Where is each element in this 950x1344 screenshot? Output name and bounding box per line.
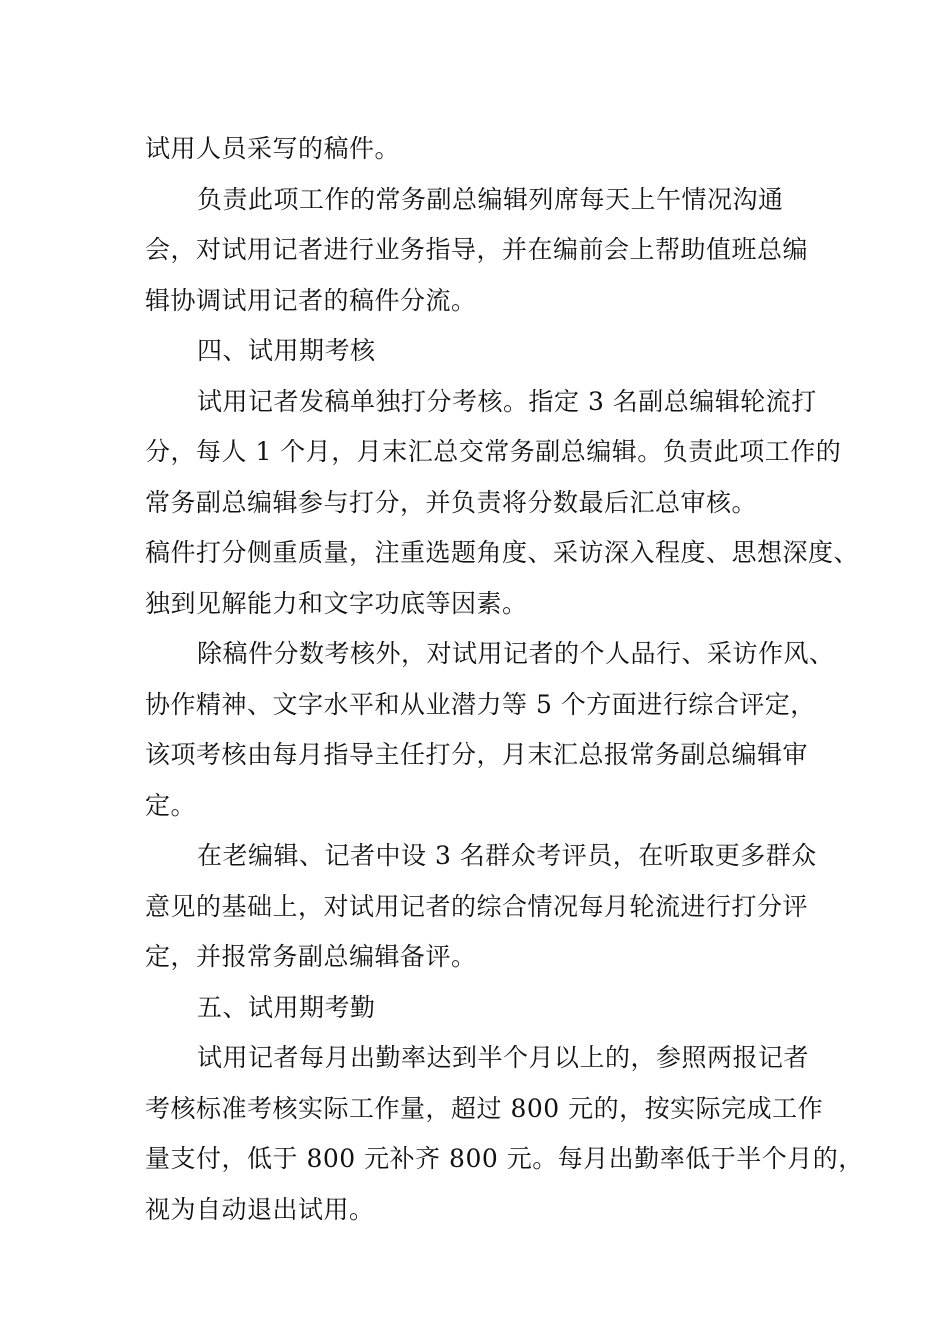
- text-line: 该项考核由每月指导主任打分，月末汇总报常务副总编辑审: [145, 740, 809, 769]
- document-body: [145, 124, 864, 1235]
- paragraph-first-line: 负责此项工作的常务副总编辑列席每天上午情况沟通: [197, 184, 784, 214]
- text-line: 考核标准考核实际工作量，超过 800 元的，按实际完成工作: [145, 1093, 824, 1123]
- text-line: 稿件打分侧重质量，注重选题角度、采访深入程度、思想深度、: [145, 538, 860, 567]
- text-line: 意见的基础上，对试用记者的综合情况每月轮流进行打分评: [145, 891, 809, 921]
- text-line: 试用人员采写的稿件。: [145, 134, 401, 163]
- text-line: 视为自动退出试用。: [145, 1194, 375, 1224]
- text-line: 会，对试用记者进行业务指导，并在编前会上帮助值班总编: [145, 235, 809, 264]
- text-line: 定。: [145, 790, 197, 820]
- paragraph-first-line: 试用记者发稿单独打分考核。指定 3 名副总编辑轮流打: [197, 386, 817, 416]
- paragraph-first-line: 试用记者每月出勤率达到半个月以上的，参照两报记者: [197, 1043, 810, 1072]
- text-line: 量支付，低于 800 元补齐 800 元。每月出勤率低于半个月的，: [145, 1144, 864, 1173]
- section-heading: 四、试用期考核: [197, 336, 376, 365]
- paragraph-first-line: 在老编辑、记者中设 3 名群众考评员，在听取更多群众: [197, 841, 817, 870]
- text-line: 协作精神、文字水平和从业潜力等 5 个方面进行综合评定，: [145, 689, 816, 719]
- text-line: 分，每人 1 个月，月末汇总交常务副总编辑。负责此项工作的: [145, 437, 842, 466]
- section-heading: 五、试用期考勤: [197, 992, 376, 1022]
- text-line: 常务副总编辑参与打分，并负责将分数最后汇总审核。: [145, 487, 758, 517]
- text-line: 独到见解能力和文字功底等因素。: [145, 588, 528, 618]
- text-line: 定，并报常务副总编辑备评。: [145, 942, 477, 971]
- paragraph-first-line: 除稿件分数考核外，对试用记者的个人品行、采访作风、: [197, 639, 835, 668]
- text-line: 辑协调试用记者的稿件分流。: [145, 285, 477, 315]
